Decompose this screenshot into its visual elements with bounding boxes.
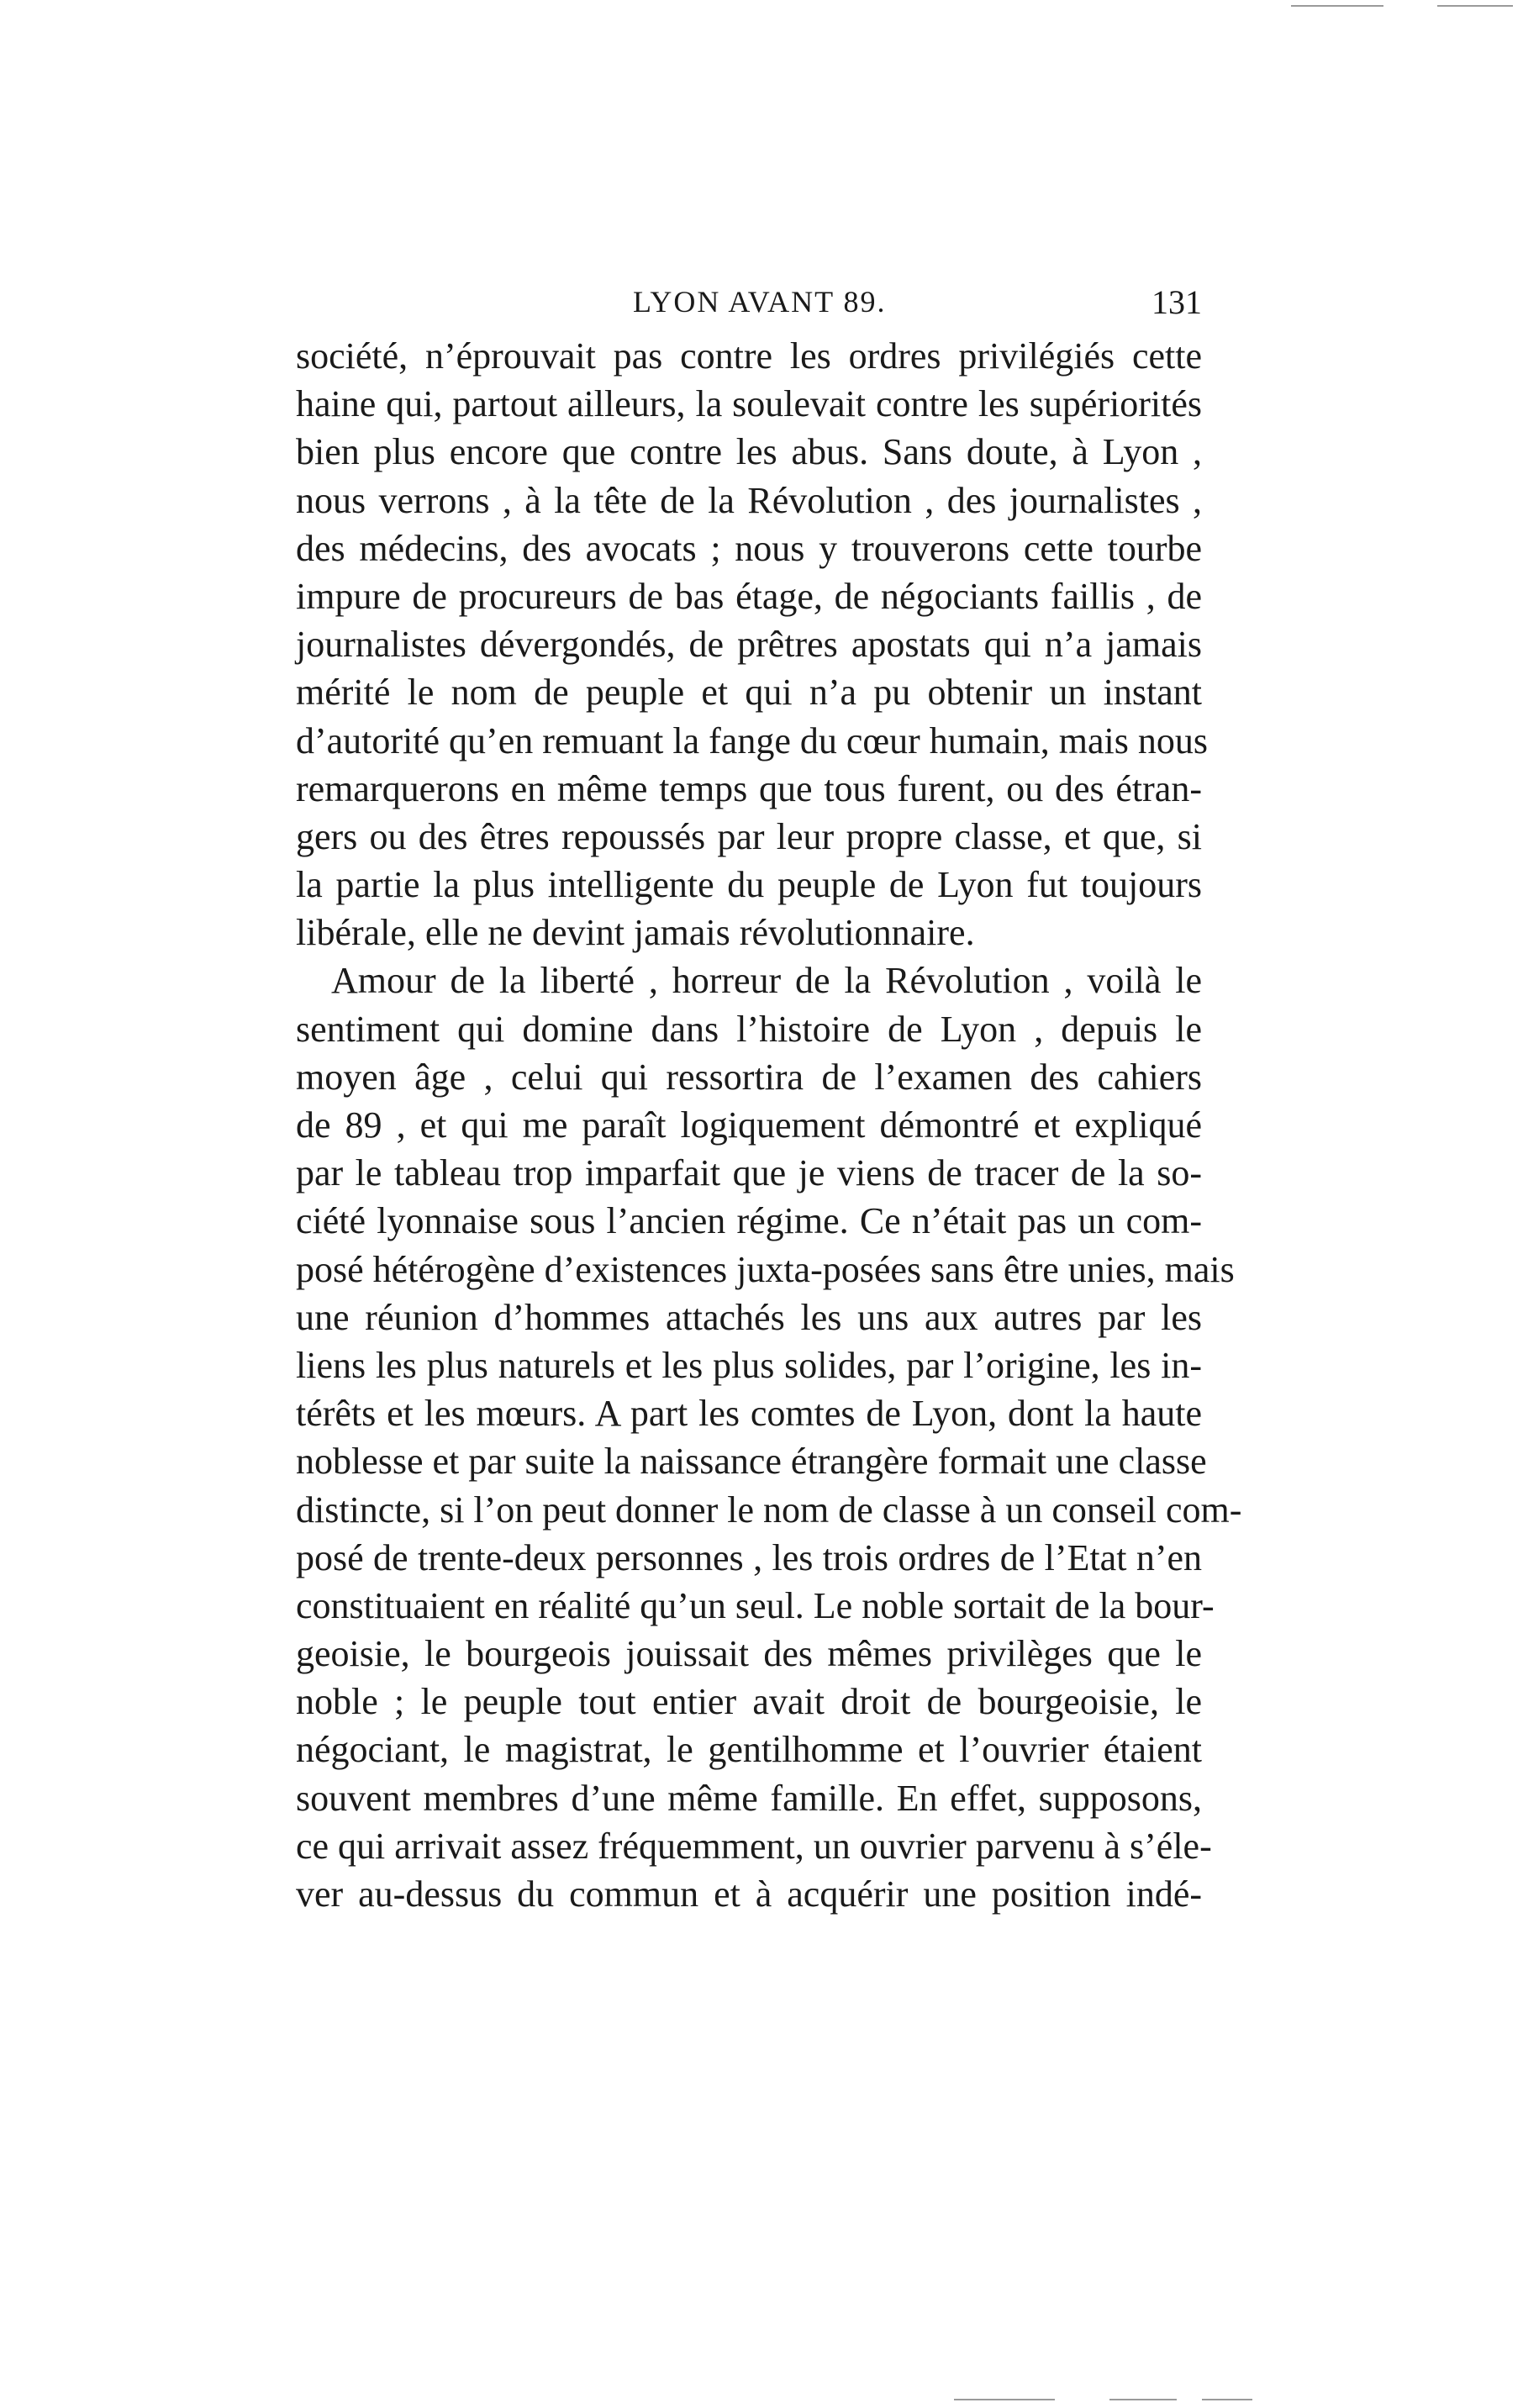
text-line: négociant, le magistrat, le gentilhomme et l’ouvrier étaient: [296, 1729, 1202, 1771]
text-line: posé hétérogène d’existences juxta-posées sans être unies, mais: [296, 1248, 1235, 1290]
text-line: nous verrons , à la tête de la Révolution , des journalistes ,: [296, 479, 1202, 521]
text-line: posé de trente-deux personnes , les trois ordres de l’Etat n’en: [296, 1536, 1202, 1578]
text-line: société, n’éprouvait pas contre les ordres privilégiés cette: [296, 335, 1202, 377]
text-line: mérité le nom de peuple et qui n’a pu obtenir un instant: [296, 672, 1202, 714]
text-line: souvent membres d’une même famille. En effet, supposons,: [296, 1777, 1202, 1819]
text-line: ciété lyonnaise sous l’ancien régime. Ce n’était pas un com-: [296, 1200, 1202, 1242]
text-line: térêts et les mœurs. A part les comtes de Lyon, dont la haute: [296, 1393, 1202, 1435]
edge-rule: [954, 2399, 1055, 2400]
text-line: bien plus encore que contre les abus. Sans doute, à Lyon ,: [296, 431, 1202, 473]
text-line: une réunion d’hommes attachés les uns aux autres par les: [296, 1296, 1202, 1338]
running-head: [298, 277, 1202, 328]
text-line: impure de procureurs de bas étage, de négociants faillis , de: [296, 575, 1202, 617]
paragraph-first-line: Amour de la liberté , horreur de la Révolution , voilà le: [331, 960, 1202, 1002]
running-title: LYON AVANT 89.: [633, 285, 887, 319]
edge-rule: [1109, 2399, 1177, 2400]
text-line: constituaient en réalité qu’un seul. Le noble sortait de la bour-: [296, 1584, 1215, 1626]
edge-rule: [1202, 2399, 1252, 2400]
edge-rule: [1437, 5, 1513, 7]
text-line: noble ; le peuple tout entier avait droit de bourgeoisie, le: [296, 1681, 1202, 1723]
text-line: geoisie, le bourgeois jouissait des mêmes privilèges que le: [296, 1633, 1202, 1675]
text-line: sentiment qui domine dans l’histoire de Lyon , depuis le: [296, 1008, 1202, 1050]
edge-rule: [1291, 5, 1383, 7]
text-line: gers ou des êtres repoussés par leur propre classe, et que, si: [296, 815, 1202, 857]
text-line: moyen âge , celui qui ressortira de l’examen des cahiers: [296, 1056, 1202, 1098]
text-line: noblesse et par suite la naissance étrangère formait une classe: [296, 1441, 1207, 1483]
text-line: de 89 , et qui me paraît logiquement démontré et expliqué: [296, 1104, 1202, 1146]
text-line: libérale, elle ne devint jamais révolutionnaire.: [296, 912, 975, 954]
text-line: la partie la plus intelligente du peuple de Lyon fut toujours: [296, 864, 1202, 906]
text-line: des médecins, des avocats ; nous y trouverons cette tourbe: [296, 527, 1202, 569]
text-line: d’autorité qu’en remuant la fange du cœur humain, mais nous: [296, 719, 1209, 761]
page-number: 131: [1151, 283, 1202, 321]
text-line: par le tableau trop imparfait que je viens de tracer de la so-: [296, 1152, 1202, 1194]
text-line: ce qui arrivait assez fréquemment, un ouvrier parvenu à s’éle-: [296, 1825, 1212, 1867]
body-text: [296, 332, 1242, 1918]
text-line: ver au-dessus du commun et à acquérir une position indé-: [296, 1873, 1202, 1915]
text-line: haine qui, partout ailleurs, la soulevait contre les supériorités: [296, 383, 1202, 425]
text-line: distincte, si l’on peut donner le nom de classe à un conseil com-: [296, 1489, 1242, 1531]
text-line: liens les plus naturels et les plus solides, par l’origine, les in-: [296, 1344, 1202, 1386]
text-line: journalistes dévergondés, de prêtres apostats qui n’a jamais: [296, 624, 1202, 666]
text-line: remarquerons en même temps que tous furent, ou des étran-: [296, 767, 1202, 809]
